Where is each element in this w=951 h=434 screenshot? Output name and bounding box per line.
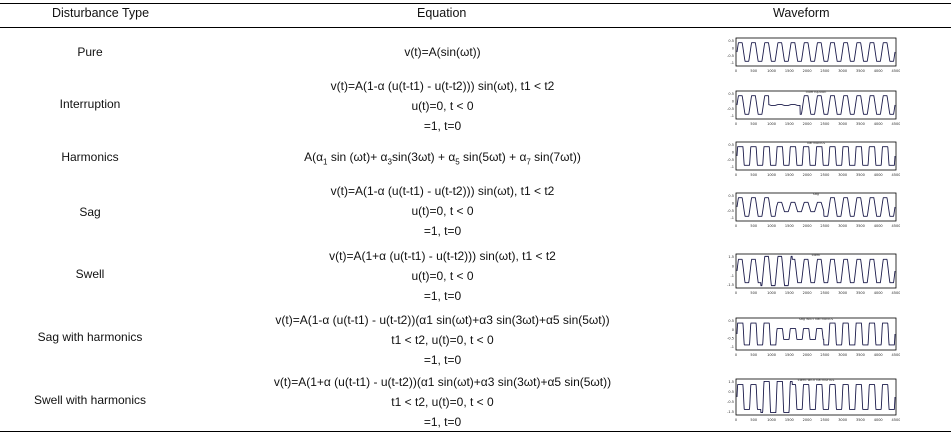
x-tick-label: 2000	[802, 353, 812, 357]
y-tick-label: -0.5	[727, 208, 734, 213]
plot-title: interruption	[805, 90, 827, 94]
x-tick-label: 2500	[820, 69, 830, 73]
x-tick-label: 500	[750, 122, 758, 126]
header-bottom-rule	[0, 27, 951, 28]
x-tick-label: 1500	[784, 224, 794, 228]
x-tick-label: 500	[750, 353, 758, 357]
y-tick-label: -1.5	[727, 283, 734, 288]
x-tick-label: 3500	[855, 173, 865, 177]
y-tick-label: 0	[731, 264, 734, 269]
y-tick-label: 0.5	[728, 319, 734, 324]
x-tick-label: 3500	[855, 122, 865, 126]
x-tick-label: 3000	[838, 353, 848, 357]
x-tick-label: 1500	[784, 173, 794, 177]
x-tick-label: 2000	[802, 69, 812, 73]
x-tick-label: 3000	[838, 291, 848, 295]
y-tick-label: 0.5	[728, 390, 734, 395]
x-tick-label: 4000	[873, 418, 883, 422]
x-tick-label: 1000	[767, 418, 777, 422]
waveform-line	[737, 198, 895, 217]
x-tick-label: 1000	[767, 122, 777, 126]
equation-line: v(t)=A(1+α (u(t-t1) - u(t-t2))(α1 sin(ωt)+α3 sin(3ωt)+α5 sin(5ωt))	[273, 375, 612, 389]
header-disturbance-type: Disturbance Type	[52, 6, 150, 20]
y-tick-label: 0	[731, 99, 734, 104]
waveform-line	[737, 256, 895, 285]
x-tick-label: 2000	[802, 224, 812, 228]
y-tick-label: -1	[730, 165, 734, 170]
equation-cell	[180, 310, 705, 370]
x-tick-label: 500	[750, 418, 758, 422]
x-tick-label: 4000	[873, 173, 883, 177]
x-tick-label: 1000	[767, 291, 777, 295]
x-tick-label: 1500	[784, 353, 794, 357]
x-tick-label: 2000	[802, 173, 812, 177]
x-tick-label: 1000	[767, 173, 777, 177]
x-tick-label: 3500	[855, 418, 865, 422]
x-tick-label: 1500	[784, 291, 794, 295]
equation-line: u(t)=0, t < 0	[411, 99, 474, 113]
x-tick-label: 1000	[767, 69, 777, 73]
equation-line: =1, t=0	[423, 353, 462, 367]
y-tick-label: -1	[730, 61, 734, 66]
equation-line: t1 < t2, u(t)=0, t < 0	[391, 395, 494, 409]
waveform-plot	[720, 87, 900, 127]
x-tick-label: 4500	[891, 69, 900, 73]
x-tick-label: 0	[734, 291, 738, 295]
x-tick-label: 3000	[838, 418, 848, 422]
equation-cell	[180, 246, 705, 306]
y-tick-label: -0.5	[727, 157, 734, 162]
x-tick-label: 4500	[891, 418, 900, 422]
y-tick-label: 0	[731, 201, 734, 206]
x-tick-label: 4500	[891, 224, 900, 228]
disturbance-type-cell: Sag with harmonics	[37, 330, 143, 344]
x-tick-label: 4000	[873, 224, 883, 228]
x-tick-label: 2000	[802, 291, 812, 295]
y-tick-label: 0.5	[728, 39, 734, 44]
x-tick-label: 2000	[802, 418, 812, 422]
equation-line: v(t)=A(1-α (u(t-t1) - u(t-t2))) sin(ωt), t1 < t2	[330, 184, 555, 198]
y-tick-label: 0	[731, 150, 734, 155]
disturbance-type-cell: Pure	[77, 45, 103, 59]
x-tick-label: 500	[750, 173, 758, 177]
x-tick-label: 3000	[838, 173, 848, 177]
y-tick-label: -0.5	[727, 400, 734, 405]
x-tick-label: 0	[734, 418, 738, 422]
x-tick-label: 2500	[820, 291, 830, 295]
x-tick-label: 3000	[838, 122, 848, 126]
y-tick-label: 0	[731, 46, 734, 51]
x-tick-label: 4500	[891, 173, 900, 177]
x-tick-label: 1000	[767, 353, 777, 357]
equation-line: v(t)=A(sin(ωt))	[404, 45, 481, 59]
x-tick-label: 3500	[855, 224, 865, 228]
equation-line: v(t)=A(1-α (u(t-t1) - u(t-t2))) sin(ωt), t1 < t2	[330, 79, 555, 93]
header-waveform: Waveform	[773, 6, 830, 20]
waveform-line	[737, 43, 895, 62]
table-top-rule	[0, 3, 951, 4]
x-tick-label: 2500	[820, 224, 830, 228]
disturbance-type-cell: Sag	[79, 205, 101, 219]
x-tick-label: 2500	[820, 353, 830, 357]
equation-line: v(t)=A(1-α (u(t-t1) - u(t-t2))(α1 sin(ωt)+α3 sin(3ωt)+α5 sin(5ωt))	[275, 313, 610, 327]
waveform-line	[737, 381, 895, 412]
y-tick-label: -0.5	[727, 106, 734, 111]
waveform-plot	[720, 138, 900, 178]
table-bottom-rule	[0, 431, 951, 432]
plot-title: sag with harmonics	[798, 317, 834, 321]
waveform-line	[737, 147, 895, 166]
equation-cell	[180, 147, 705, 172]
waveform-plot	[720, 34, 900, 74]
disturbance-type-cell: Swell with harmonics	[33, 393, 147, 407]
equation-line: u(t)=0, t < 0	[411, 204, 474, 218]
x-tick-label: 0	[734, 224, 738, 228]
equation-line: $A(\alpha_1$ $\sin (\omega t)+ \alpha_3\sin(3\omega t) + \alpha_5$ $\sin(5\omega t) + \alpha_7$ sin(7ωt))	[304, 150, 581, 167]
waveform-line	[737, 323, 895, 345]
plot-title: sag	[812, 192, 820, 196]
equation-line: =1, t=0	[423, 119, 462, 133]
x-tick-label: 0	[734, 173, 738, 177]
y-tick-label: -1	[730, 273, 734, 278]
y-tick-label: 1.5	[728, 380, 734, 385]
x-tick-label: 4500	[891, 353, 900, 357]
y-tick-label: 0.5	[728, 143, 734, 148]
x-tick-label: 4500	[891, 291, 900, 295]
equation-cell	[180, 76, 705, 136]
disturbance-type-cell: Interruption	[59, 97, 121, 111]
y-tick-label: -0.5	[727, 336, 734, 341]
waveform-line	[737, 96, 895, 115]
equation-line: =1, t=0	[423, 415, 462, 429]
x-tick-label: 4000	[873, 291, 883, 295]
plot-title: swell with harmonics	[797, 378, 835, 382]
waveform-plot	[720, 314, 900, 358]
x-tick-label: 2000	[802, 122, 812, 126]
y-tick-label: -1	[730, 345, 734, 350]
y-tick-label: -0.5	[727, 53, 734, 58]
x-tick-label: 0	[734, 353, 738, 357]
x-tick-label: 2500	[820, 122, 830, 126]
x-tick-label: 3500	[855, 69, 865, 73]
x-tick-label: 0	[734, 69, 738, 73]
disturbance-type-cell: Swell	[75, 267, 105, 281]
y-tick-label: 0.5	[728, 194, 734, 199]
x-tick-label: 1000	[767, 224, 777, 228]
y-tick-label: -1.5	[727, 410, 734, 415]
x-tick-label: 4500	[891, 122, 900, 126]
x-tick-label: 500	[750, 224, 758, 228]
x-tick-label: 3500	[855, 353, 865, 357]
x-tick-label: 3000	[838, 224, 848, 228]
equation-cell	[180, 372, 705, 432]
y-tick-label: -1	[730, 114, 734, 119]
header-equation: Equation	[417, 6, 467, 20]
waveform-plot	[720, 375, 900, 423]
y-tick-label: -1	[730, 216, 734, 221]
equation-line: =1, t=0	[423, 224, 462, 238]
y-tick-label: 0.5	[728, 92, 734, 97]
plot-title: harmonics	[806, 141, 826, 145]
x-tick-label: 2500	[820, 418, 830, 422]
equation-line: =1, t=0	[423, 289, 462, 303]
disturbance-type-cell: Harmonics	[61, 150, 119, 164]
x-tick-label: 3000	[838, 69, 848, 73]
x-tick-label: 500	[750, 69, 758, 73]
y-tick-label: 0	[731, 327, 734, 332]
x-tick-label: 2500	[820, 173, 830, 177]
equation-line: u(t)=0, t < 0	[411, 269, 474, 283]
x-tick-label: 1500	[784, 418, 794, 422]
x-tick-label: 1500	[784, 69, 794, 73]
x-tick-label: 0	[734, 122, 738, 126]
x-tick-label: 500	[750, 291, 758, 295]
equation-cell	[180, 42, 705, 62]
x-tick-label: 4000	[873, 122, 883, 126]
x-tick-label: 1500	[784, 122, 794, 126]
plot-title: swell	[811, 253, 821, 257]
waveform-plot	[720, 250, 900, 296]
y-tick-label: 1.5	[728, 255, 734, 260]
equation-line: v(t)=A(1+α (u(t-t1) - u(t-t2))) sin(ωt), t1 < t2	[329, 249, 556, 263]
x-tick-label: 4000	[873, 353, 883, 357]
equation-line: t1 < t2, u(t)=0, t < 0	[391, 333, 494, 347]
waveform-plot	[720, 189, 900, 229]
x-tick-label: 4000	[873, 69, 883, 73]
equation-cell	[180, 181, 705, 241]
x-tick-label: 3500	[855, 291, 865, 295]
